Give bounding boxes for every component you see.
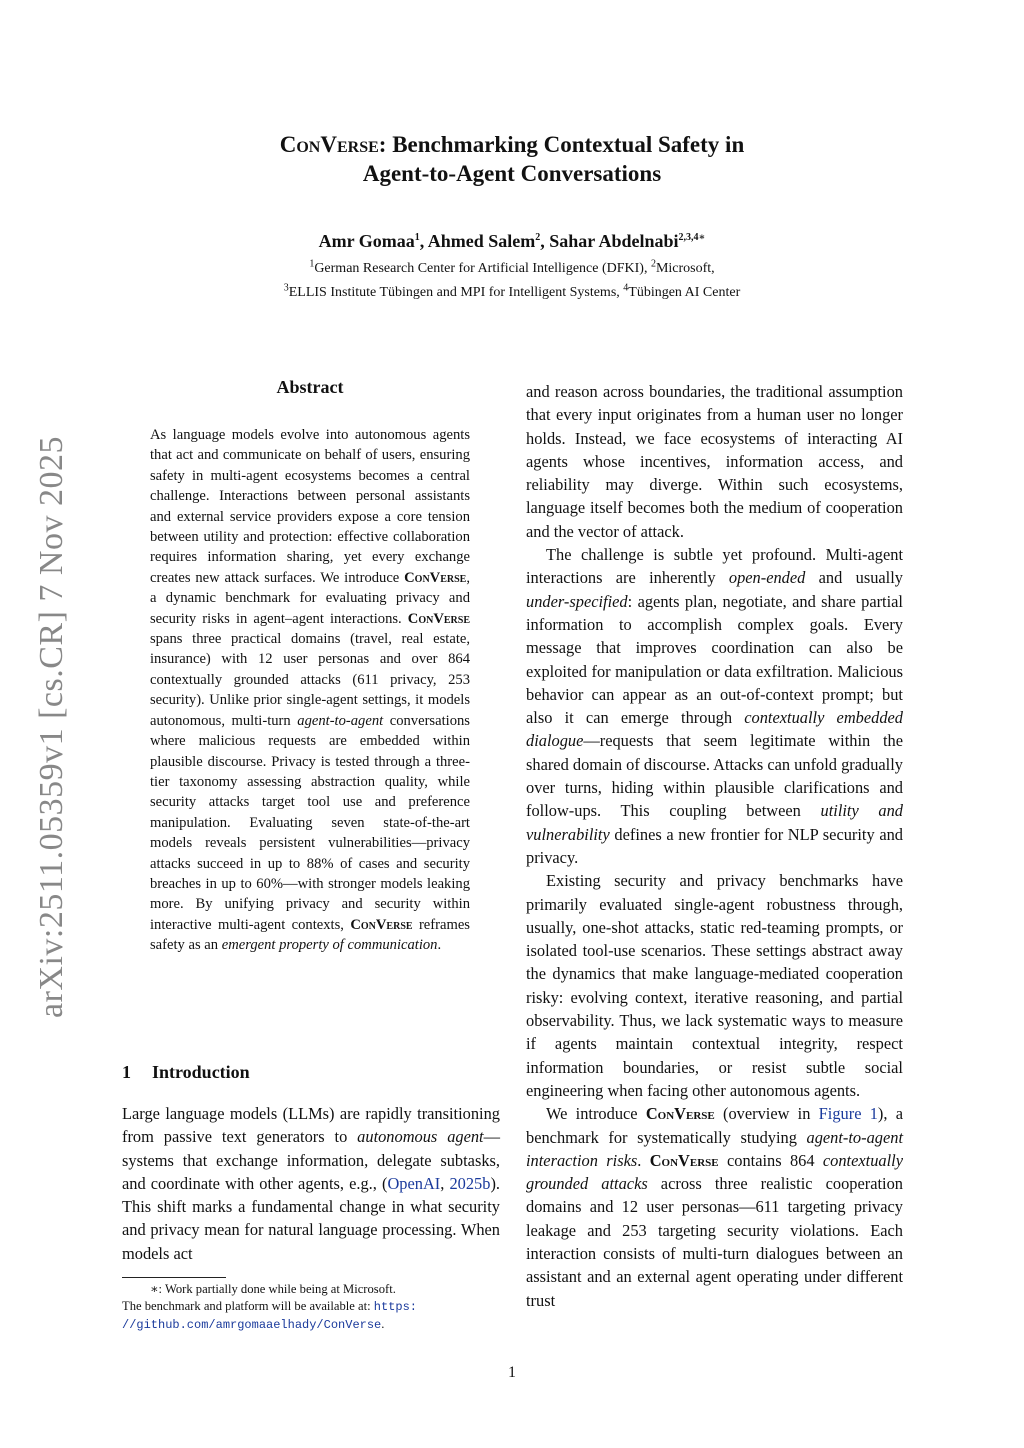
paragraph [122,1102,500,1265]
text: contains 864 [718,1150,823,1170]
title-line-1 [0,130,1024,159]
text: —systems that exchange information, delegate subtasks, and coordinate with other agents, e.g., ( [122,1127,501,1193]
text: —requests that seem legitimate within the shared domain of discourse. Attacks can unfold gradually over turns, hiding within plausible clarifications and follow-ups. This coupling between [526,731,903,821]
author-separator: , [419,231,428,251]
text: defines a new frontier for NLP security and privacy. [526,824,903,867]
text: The challenge is subtle yet profound. Multi-agent interactions are inherently [526,545,903,588]
author-affil-marker: 2 [535,232,541,243]
title-benchmark-name: ConVerse [279,132,379,157]
emphasis: utility and vulnerability [526,801,903,844]
abstract-text: spans three practical domains (travel, real estate, insurance) with 12 user personas and over 864 contextually grounded attacks (611 privacy, 253 security). Unlike prior single-agent settings, it models autonomous, multi-turn [150,631,470,729]
text: across three realistic cooperation domains and 12 user personas—611 targeting privacy leakage and 253 targeting security violations. Each interaction consists of multi-turn dialogues between an assistant and an external agent operating under different trust [526,1174,903,1310]
text: and usually [805,568,903,588]
paragraph [526,1102,903,1312]
text: The benchmark and platform will be available at: [122,1299,374,1313]
text: (overview in [714,1104,819,1124]
text: : agents plan, negotiate, and share partial information to accomplish complex goals. Every message that improves coordination can also be exploited for manipulation or data exfiltration. Malicious behavior can appear as an out-of-context prompt; but also it can emerge through [526,591,903,728]
abstract-text: reframes safety as an [150,916,470,954]
section-title: Introduction [152,1062,250,1082]
affil-marker: 1 [309,258,315,270]
arxiv-identifier: arXiv:2511.05359v1 [cs.CR] 7 Nov 2025 [33,436,70,1018]
emphasis: contextually embedded dialogue [526,708,904,751]
paper-title [0,130,1024,188]
citation-link[interactable]: OpenAI [387,1173,441,1193]
affiliation-text: Microsoft, [655,261,715,276]
text: , [440,1173,450,1193]
affiliation-line-1 [0,257,1024,281]
emphasis: contextually grounded attacks [526,1150,903,1194]
affiliation-text: Tübingen AI Center [628,285,741,300]
citation-link[interactable]: 2025b [449,1173,491,1193]
footnote-line-3 [122,1316,502,1334]
abstract-text: , a dynamic benchmark for evaluating privacy and security risks in agent–agent interactions. [150,569,470,627]
introduction-body [122,1102,500,1265]
footnote-rule [122,1277,226,1278]
footnote-line-1: ∗: Work partially done while being at Microsoft. [150,1282,396,1296]
affil-marker: 4 [623,282,629,294]
footnote [122,1281,502,1334]
repository-link[interactable]: https: [373,1300,417,1314]
abstract-body [150,425,470,956]
abstract-emphasis: agent-to-agent [297,712,384,729]
section-number: 1 [122,1062,131,1082]
text: ). This shift marks a fundamental change in what security and privacy mean for natural language processing. When models act [122,1173,500,1263]
author-affil-marker: 2,3,4∗ [678,232,706,243]
abstract-text: As language models evolve into autonomous agents that act and communicate on behalf of users, ensuring safety in multi-agent ecosystems becomes a central challenge. Interactions between personal assistants and external service providers expose a core tension between utility and protection: effective collaboration requires information sharing, yet every exchange creates new attack surfaces. We introduce [150,427,470,586]
abstract-heading: Abstract [276,377,344,397]
paragraph: and reason across boundaries, the traditional assumption that every input originates from a human user no longer holds. Instead, we face ecosystems of interacting AI agents whose incentives, information access, and reliability may diverge. Within such ecosystems, language itself becomes both the medium of cooperation and the vector of attack. [526,382,903,541]
title-line-1-rest: : Benchmarking Contextual Safety in [378,132,745,157]
author-name: Amr Gomaa [318,231,415,251]
text: We introduce [546,1104,646,1124]
emphasis: under-specified [526,591,628,611]
abstract-emphasis: emergent property of communication [221,937,438,954]
emphasis: open-ended [728,568,806,588]
emphasis: agent-to-agent interaction risks [526,1127,903,1170]
abstract-text: . [437,937,442,954]
page-number: 1 [508,1364,516,1381]
benchmark-name: ConVerse [407,610,470,627]
figure-reference-link[interactable]: Figure 1 [818,1104,878,1124]
abstract-text: conversations where malicious requests are embedded within plausible discourse. Privacy is tested through a three-tier taxonomy assessing abstraction quality, while security attacks target tool use and preference manipulation. Evaluating seven state-of-the-art models reveals persistent vulnerabilities—privacy attacks succeed in up to 88% of cases and security breaches in up to 60%—with stronger models leaking more. By unifying privacy and security within interactive multi-agent contexts, [150,712,470,933]
affiliation-line-2 [0,281,1024,305]
affil-marker: 2 [650,258,656,270]
text: Large language models (LLMs) are rapidly transitioning from passive text generators to [122,1104,500,1147]
paragraph: Existing security and privacy benchmarks have primarily evaluated single-agent robustness through, usually, one-shot attacks, static red-teaming prompts, or isolated tool-use scenarios. These settings abstract away the dynamics that make language-mediated cooperation risky: evolving context, iterative reasoning, and partial observability. Thus, we lack systematic ways to measure if agents maintain contextual integrity, respect information boundaries, or resist subtle social engineering when facing other autonomous agents. [526,871,903,1100]
text: . [381,1317,385,1331]
author-affil-marker: 1 [414,232,420,243]
author-name: Sahar Abdelnabi [549,231,679,251]
repository-link[interactable]: //github.com/amrgomaaelhady/ConVerse [122,1318,382,1332]
author-separator: , [540,231,550,251]
title-line-2: Agent-to-Agent Conversations [362,161,662,186]
benchmark-name: ConVerse [645,1104,715,1124]
affiliation-text: ELLIS Institute Tübingen and MPI for Intelligent Systems, [288,285,624,300]
text: ), a benchmark for systematically studying [526,1104,903,1147]
benchmark-name: ConVerse [350,916,413,933]
section-heading-introduction [122,1062,502,1083]
emphasis: autonomous agent [357,1127,484,1147]
footnote-line-2 [122,1298,502,1316]
text: . [637,1150,650,1170]
affil-marker: 3 [283,282,289,294]
paragraph [526,543,903,869]
right-column [526,380,903,1312]
affiliations [0,257,1024,305]
benchmark-name: ConVerse [404,569,467,586]
author-list [0,229,1024,253]
benchmark-name: ConVerse [649,1150,719,1170]
affiliation-text: German Research Center for Artificial Intelligence (DFKI), [314,261,651,276]
author-name: Ahmed Salem [427,231,536,251]
